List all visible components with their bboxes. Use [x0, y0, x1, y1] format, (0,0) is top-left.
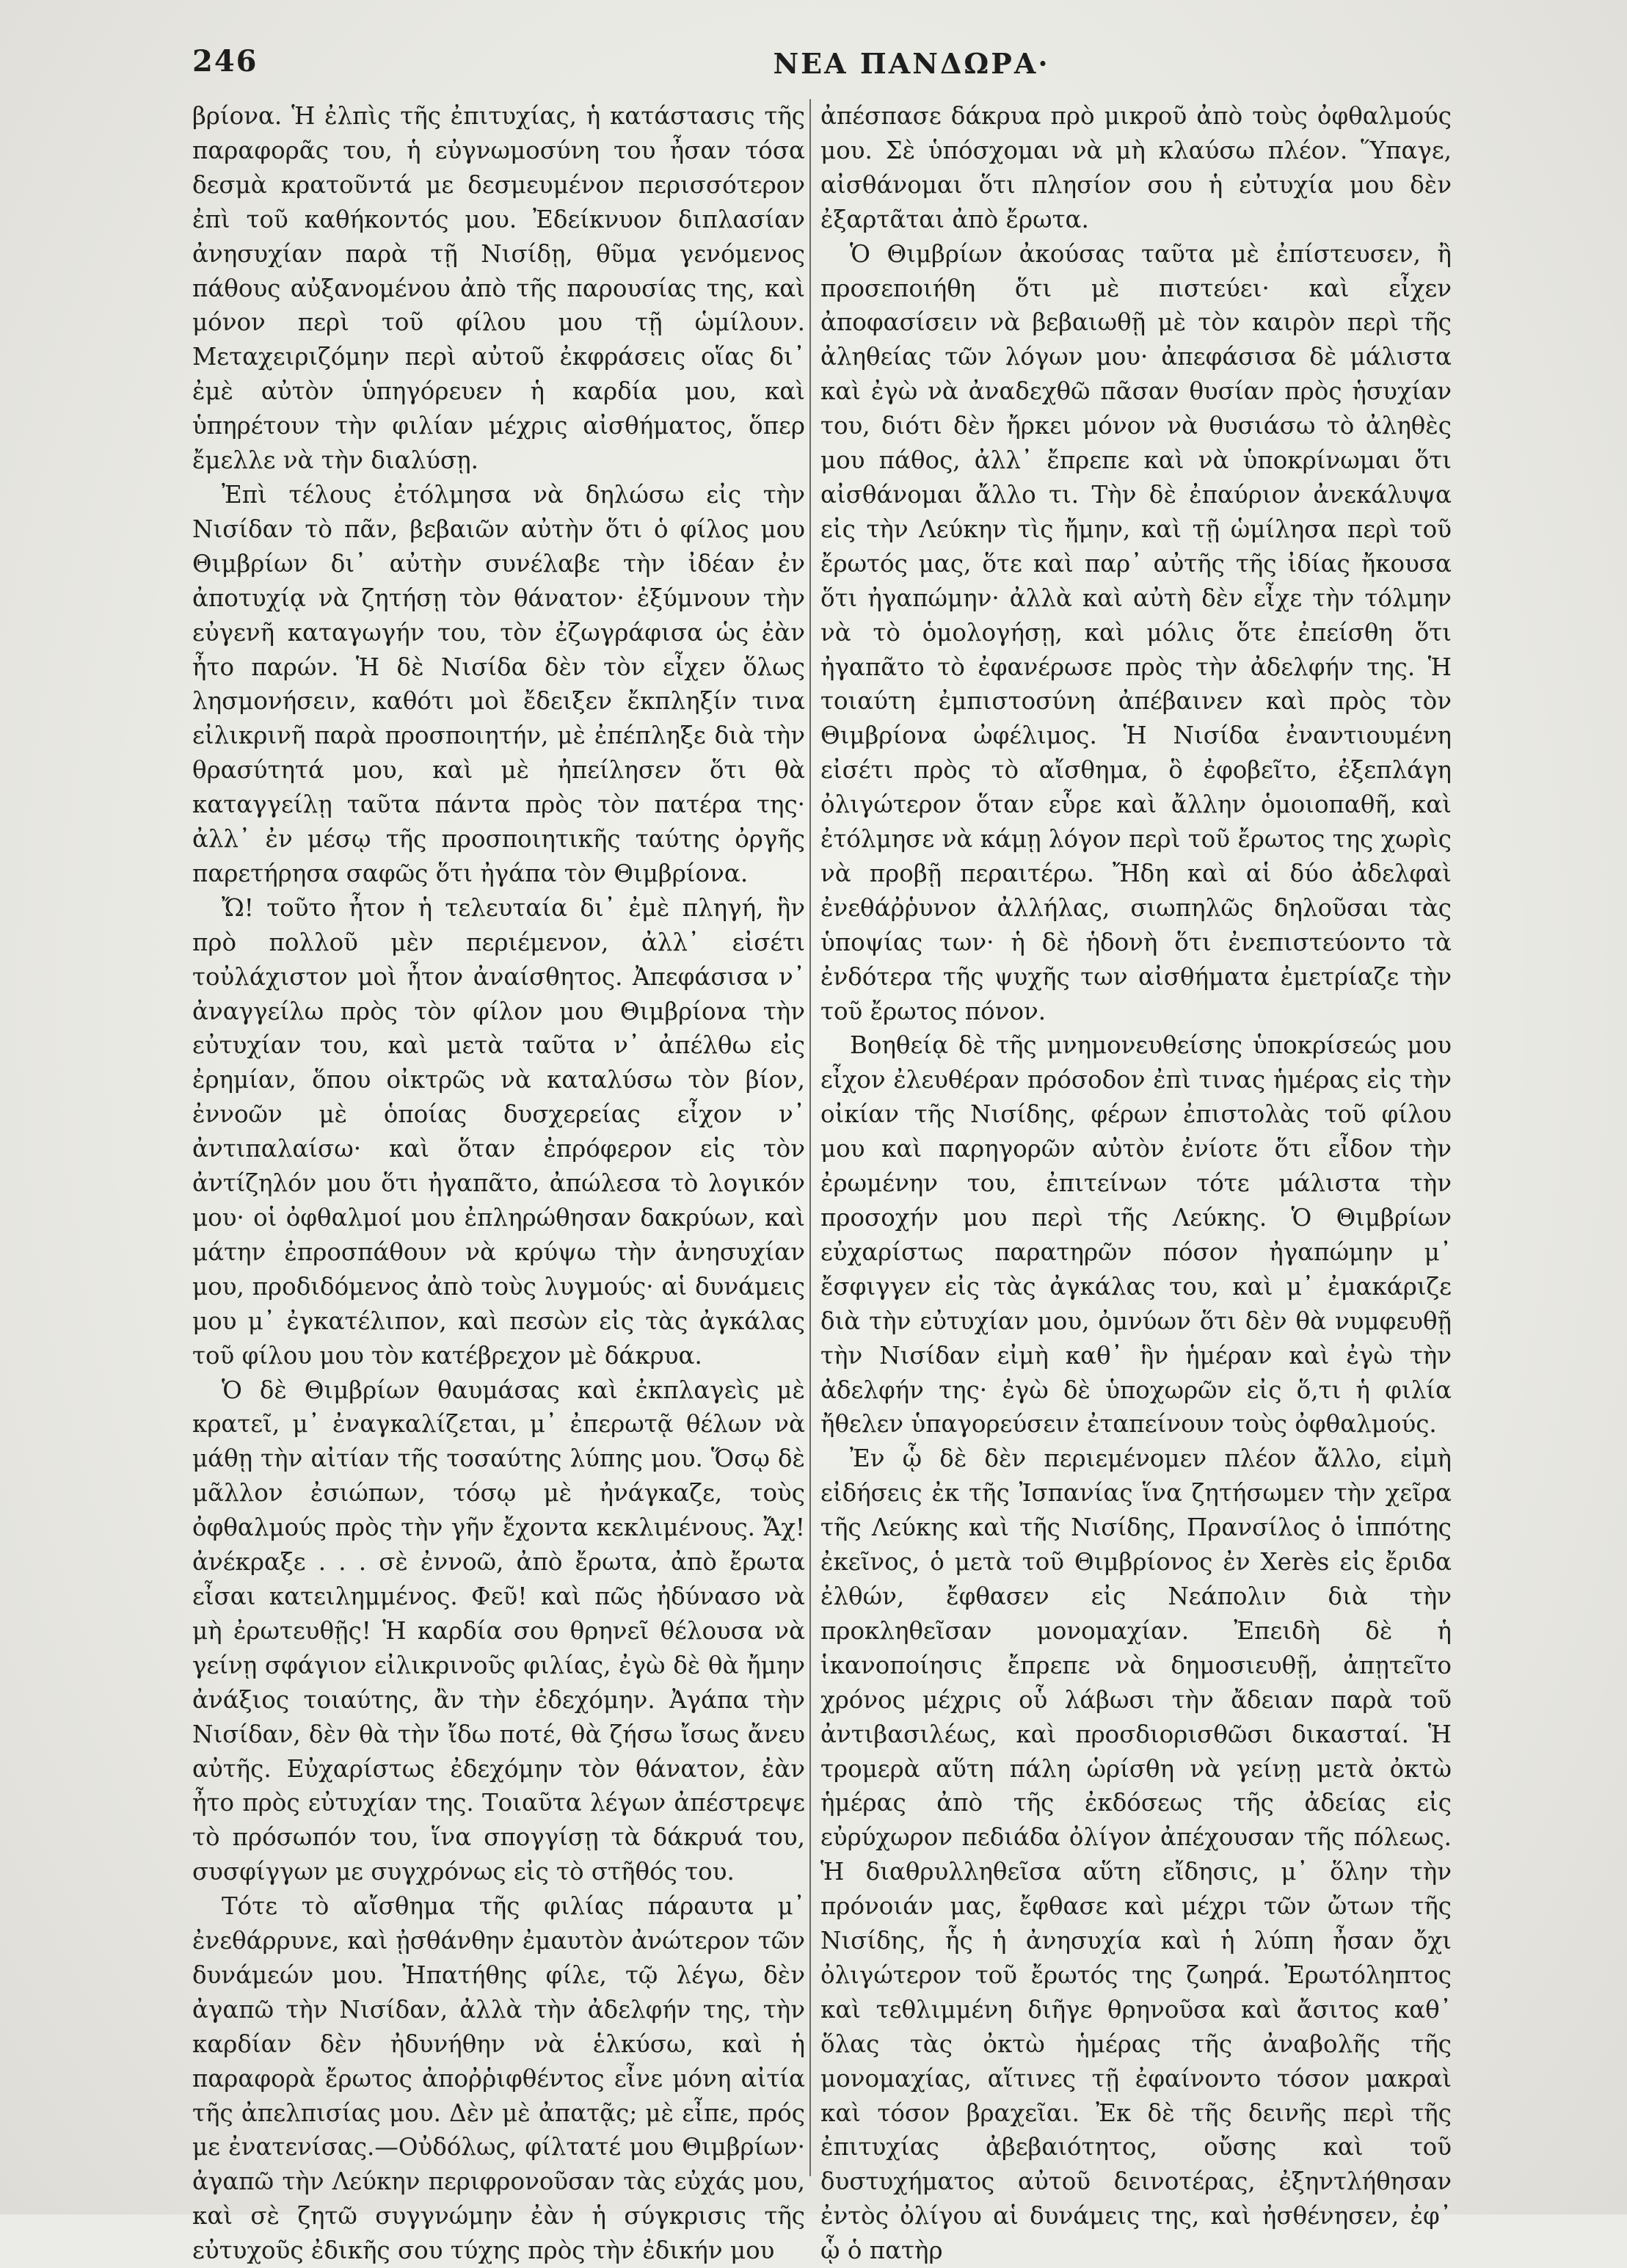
paragraph: βρίονα. Ἡ ἐλπὶς τῆς ἐπιτυχίας, ἡ κατάστασις τῆς παραφορᾶς του, ἡ εὐγνωμοσύνη του ἦσαν τόσα δεσμὰ κρατοῦντά με δεσμευμένον περισσότερον ἐπὶ τοῦ καθήκοντός μου. Ἐδείκνυον διπλασίαν ἀνησυχίαν παρὰ τῇ Νισίδῃ, θῦμα γενόμενος πάθους αὐξανομένου ἀπὸ τῆς παρουσίας της, καὶ μόνον περὶ τοῦ φίλου μου τῇ ὡμίλουν. Μεταχειριζόμην περὶ αὐτοῦ ἐκφράσεις οἵας δι᾽ ἐμὲ αὐτὸν ὑπηγόρευεν ἡ καρδία μου, καὶ ὑπηρέτουν τὴν φιλίαν μέχρις αἰσθήματος, ὅπερ ἔμελλε νὰ τὴν διαλύσῃ. [192, 102, 805, 475]
running-title: ΝΕΑ ΠΑΝΔΩΡΑ· [773, 47, 1050, 80]
paragraph: Ὁ Θιμβρίων ἀκούσας ταῦτα μὲ ἐπίστευσεν, ἢ προσεποιήθη ὅτι μὲ πιστεύει· καὶ εἶχεν ἀποφασίσειν νὰ βεβαιωθῇ μὲ τὸν καιρὸν περὶ τῆς ἀληθείας τῶν λόγων μου· ἀπεφάσισα δὲ μάλιστα καὶ ἐγὼ νὰ ἀναδεχθῶ πᾶσαν θυσίαν πρὸς ἡσυχίαν του, διότι δὲν ἤρκει μόνον νὰ θυσιάσω τὸ ἀληθὲς μου πάθος, ἀλλ᾽ ἔπρεπε καὶ νὰ ὑποκρίνωμαι ὅτι αἰσθάνομαι ἄλλο τι. Τὴν δὲ ἐπαύριον ἀνεκάλυψα εἰς τὴν Λεύκην τὶς ἤμην, καὶ τῇ ὡμίλησα περὶ τοῦ ἔρωτός μας, ὅτε καὶ παρ᾽ αὐτῆς τῆς ἰδίας ἤκουσα ὅτι ἠγαπώμην· ἀλλὰ καὶ αὐτὴ δὲν εἶχε τὴν τόλμην νὰ τὸ ὁμολογήσῃ, καὶ μόλις ὅτε ἐπείσθη ὅτι ἠγαπᾶτο τὸ ἐφανέρωσε πρὸς τὴν ἀδελφήν της. Ἡ τοιαύτη ἐμπιστοσύνη ἀπέβαινεν καὶ πρὸς τὸν Θιμβρίονα ὠφέλιμος. Ἡ Νισίδα ἐναντιουμένη εἰσέτι πρὸς τὸ αἴσθημα, ὃ ἐφοβεῖτο, ἐξεπλάγη ὀλιγώτερον ὅταν εὗρε καὶ ἄλλην ὁμοιοπαθῆ, καὶ ἐτόλμησε νὰ κάμῃ λόγον περὶ τοῦ ἔρωτος της χωρὶς νὰ προβῇ περαιτέρω. Ἤδη καὶ αἱ δύο ἀδελφαὶ ἐνεθάῤῥυνον ἀλλήλας, σιωπηλῶς δηλοῦσαι τὰς ὑποψίας των· ἡ δὲ ἡδονὴ ὅτι ἐνεπιστεύοντο τὰ ἐνδότερα τῆς ψυχῆς των αἰσθήματα ἐμετρίαζε τὴν τοῦ ἔρωτος πόνον. [820, 239, 1452, 1025]
page-number: 246 [192, 44, 258, 79]
column-divider [809, 99, 811, 2176]
left-column [192, 99, 805, 2268]
paragraph: Ὁ δὲ Θιμβρίων θαυμάσας καὶ ἐκπλαγεὶς μὲ κρατεῖ, μ᾽ ἐναγκαλίζεται, μ᾽ ἐπερωτᾷ θέλων νὰ μάθῃ τὴν αἰτίαν τῆς τοσαύτης λύπης μου. Ὅσῳ δὲ μᾶλλον ἐσιώπων, τόσῳ μὲ ἠνάγκαζε, τοὺς ὀφθαλμούς πρὸς τὴν γῆν ἔχοντα κεκλιμένους. Ἄχ! ἀνέκραξε . . . σὲ ἐννοῶ, ἀπὸ ἔρωτα, ἀπὸ ἔρωτα εἶσαι κατειλημμένος. Φεῦ! καὶ πῶς ἠδύνασο νὰ μὴ ἐρωτευθῇς! Ἡ καρδία σου θρηνεῖ θέλουσα νὰ γείνῃ σφάγιον εἰλικρινοῦς φιλίας, ἐγὼ δὲ θὰ ἤμην ἀνάξιος τοιαύτης, ἂν τὴν ἐδεχόμην. Ἀγάπα τὴν Νισίδαν, δὲν θὰ τὴν ἴδω ποτέ, θὰ ζήσω ἴσως ἄνευ αὐτῆς. Εὐχαρίστως ἐδεχόμην τὸν θάνατον, ἐὰν ἦτο πρὸς εὐτυχίαν της. Τοιαῦτα λέγων ἀπέστρεψε τὸ πρόσωπόν του, ἵνα σπογγίσῃ τὰ δάκρυά του, συσφίγγων με συγχρόνως εἰς τὸ στῆθός του. [192, 1375, 805, 1886]
page-header [192, 44, 1499, 88]
paragraph: Ὤ! τοῦτο ἦτον ἡ τελευταία δι᾽ ἐμὲ πληγή, ἣν πρὸ πολλοῦ μὲν περιέμενον, ἀλλ᾽ εἰσέτι τοὐλάχιστον μοὶ ἦτον ἀναίσθητος. Ἀπεφάσισα ν᾽ ἀναγγείλω πρὸς τὸν φίλον μου Θιμβρίονα τὴν εὐτυχίαν του, καὶ μετὰ ταῦτα ν᾽ ἀπέλθω εἰς ἐρημίαν, ὅπου οἰκτρῶς νὰ καταλύσω τὸν βίον, ἐννοῶν μὲ ὁποίας δυσχερείας εἶχον ν᾽ ἀντιπαλαίσω· καὶ ὅταν ἐπρόφερον εἰς τὸν ἀντίζηλόν μου ὅτι ἠγαπᾶτο, ἀπώλεσα τὸ λογικόν μου· οἱ ὀφθαλμοί μου ἐπληρώθησαν δακρύων, καὶ μάτην ἐπροσπάθουν νὰ κρύψω τὴν ἀνησυχίαν μου, προδιδόμενος ἀπὸ τοὺς λυγμούς· αἱ δυνάμεις μου μ᾽ ἐγκατέλιπον, καὶ πεσὼν εἰς τὰς ἀγκάλας τοῦ φίλου μου τὸν κατέβρεχον μὲ δάκρυα. [192, 893, 805, 1370]
paragraph: Ἐπὶ τέλους ἐτόλμησα νὰ δηλώσω εἰς τὴν Νισίδαν τὸ πᾶν, βεβαιῶν αὐτὴν ὅτι ὁ φίλος μου Θιμβρίων δι᾽ αὐτὴν συνέλαβε τὴν ἰδέαν ἐν ἀποτυχίᾳ νὰ ζητήσῃ τὸν θάνατον· ἐξύμνουν τὴν εὐγενῆ καταγωγήν του, τὸν ἐζωγράφισα ὡς ἐὰν ἦτο παρών. Ἡ δὲ Νισίδα δὲν τὸν εἶχεν ὅλως λησμονήσειν, καθότι μοὶ ἔδειξεν ἔκπληξίν τινα εἰλικρινῆ παρὰ προσποιητήν, μὲ ἐπέπληξε διὰ τὴν θρασύτητά μου, καὶ μὲ ἠπείλησεν ὅτι θὰ καταγγείλῃ ταῦτα πάντα πρὸς τὸν πατέρα της· ἀλλ᾽ ἐν μέσῳ τῆς προσποιητικῆς ταύτης ὀργῆς παρετήρησα σαφῶς ὅτι ἠγάπα τὸν Θιμβρίονα. [192, 480, 805, 887]
paragraph: Τότε τὸ αἴσθημα τῆς φιλίας πάραυτα μ᾽ ἐνεθάρρυνε, καὶ ᾐσθάνθην ἐμαυτὸν ἀνώτερον τῶν δυνάμεών μου. Ἠπατήθης φίλε, τῷ λέγω, δὲν ἀγαπῶ τὴν Νισίδαν, ἀλλὰ τὴν ἀδελφήν της, τὴν καρδίαν δὲν ἠδυνήθην νὰ ἑλκύσω, καὶ ἡ παραφορὰ ἔρωτος ἀποῤῥιφθέντος εἶνε μόνη αἰτία τῆς ἀπελπισίας μου. Δὲν μὲ ἀπατᾷς; μὲ εἶπε, πρός με ἐνατενίσας.—Οὐδόλως, φίλτατέ μου Θιμβρίων· ἀγαπῶ τὴν Λεύκην περιφρονοῦσαν τὰς εὐχάς μου, καὶ σὲ ζητῶ συγγνώμην ἐὰν ἡ σύγκρισις τῆς εὐτυχοῦς ἐδικῆς σου τύχης πρὸς τὴν ἐδικήν μου [192, 1892, 805, 2265]
paragraph: Ἐν ᾧ δὲ δὲν περιεμένομεν πλέον ἄλλο, εἰμὴ εἰδήσεις ἐκ τῆς Ἰσπανίας ἵνα ζητήσωμεν τὴν χεῖρα τῆς Λεύκης καὶ τῆς Νισίδης, Πρανσίλος ὁ ἱππότης ἐκεῖνος, ὁ μετὰ τοῦ Θιμβρίονος ἐν Xerès εἰς ἔριδα ἐλθών, ἔφθασεν εἰς Νεάπολιν διὰ τὴν προκληθεῖσαν μονομαχίαν. Ἐπειδὴ δὲ ἡ ἱκανοποίησις ἔπρεπε νὰ δημοσιευθῇ, ἀπῃτεῖτο χρόνος μέχρις οὗ λάβωσι τὴν ἄδειαν παρὰ τοῦ ἀντιβασιλέως, καὶ προσδιορισθῶσι δικασταί. Ἡ τρομερὰ αὕτη πάλη ὡρίσθη νὰ γείνῃ μετὰ ὀκτὼ ἡμέρας ἀπὸ τῆς ἐκδόσεως τῆς ἀδείας εἰς εὐρύχωρον πεδιάδα ὀλίγον ἀπέχουσαν τῆς πόλεως. Ἡ διαθρυλληθεῖσα αὕτη εἴδησις, μ᾽ ὅλην τὴν πρόνοιάν μας, ἔφθασε καὶ μέχρι τῶν ὤτων τῆς Νισίδης, ἧς ἡ ἀνησυχία καὶ ἡ λύπη ἦσαν ὄχι ὀλιγώτερον τοῦ ἔρωτός της ζωηρά. Ἐρωτόληπτος καὶ τεθλιμμένη διῆγε θρηνοῦσα καὶ ἄσιτος καθ᾽ ὅλας τὰς ὀκτὼ ἡμέρας τῆς ἀναβολῆς τῆς μονομαχίας, αἵτινες τῇ ἐφαίνοντο τόσον μακραὶ καὶ τόσον βραχεῖαι. Ἐκ δὲ τῆς δεινῆς περὶ τῆς ἐπιτυχίας ἀβεβαιότητος, οὔσης καὶ τοῦ δυστυχήματος αὐτοῦ δεινοτέρας, ἐξηντλήθησαν ἐντὸς ὀλίγου αἱ δυνάμεις της, καὶ ἠσθένησεν, ἐφ᾽ ᾧ ὁ πατὴρ [820, 1444, 1452, 2265]
paragraph: Βοηθείᾳ δὲ τῆς μνημονευθείσης ὑποκρίσεώς μου εἶχον ἐλευθέραν πρόσοδον ἐπὶ τινας ἡμέρας εἰς τὴν οἰκίαν τῆς Νισίδης, φέρων ἐπιστολὰς τοῦ φίλου μου καὶ παρηγορῶν αὐτὸν ἐνίοτε ὅτι εἶδον τὴν ἐρωμένην του, ἐπιτείνων τότε μάλιστα τὴν προσοχήν μου περὶ τῆς Λεύκης. Ὁ Θιμβρίων εὐχαρίστως παρατηρῶν πόσον ἠγαπώμην μ᾽ ἔσφιγγεν εἰς τὰς ἀγκάλας του, καὶ μ᾽ ἐμακάριζε διὰ τὴν εὐτυχίαν μου, ὀμνύων ὅτι δὲν θὰ νυμφευθῇ τὴν Νισίδαν εἰμὴ καθ᾽ ἣν ἡμέραν καὶ ἐγὼ τὴν ἀδελφήν της· ἐγὼ δὲ ὑποχωρῶν εἰς ὅ,τι ἡ φιλία ἤθελεν ὑπαγορεύσειν ἐταπείνουν τοὺς ὀφθαλμούς. [820, 1031, 1452, 1439]
right-column [820, 99, 1452, 2268]
paragraph: ἀπέσπασε δάκρυα πρὸ μικροῦ ἀπὸ τοὺς ὀφθαλμούς μου. Σὲ ὑπόσχομαι νὰ μὴ κλαύσω πλέον. Ὕπαγε, αἰσθάνομαι ὅτι πλησίον σου ἡ εὐτυχία μου δὲν ἐξαρτᾶται ἀπὸ ἔρωτα. [820, 102, 1452, 233]
